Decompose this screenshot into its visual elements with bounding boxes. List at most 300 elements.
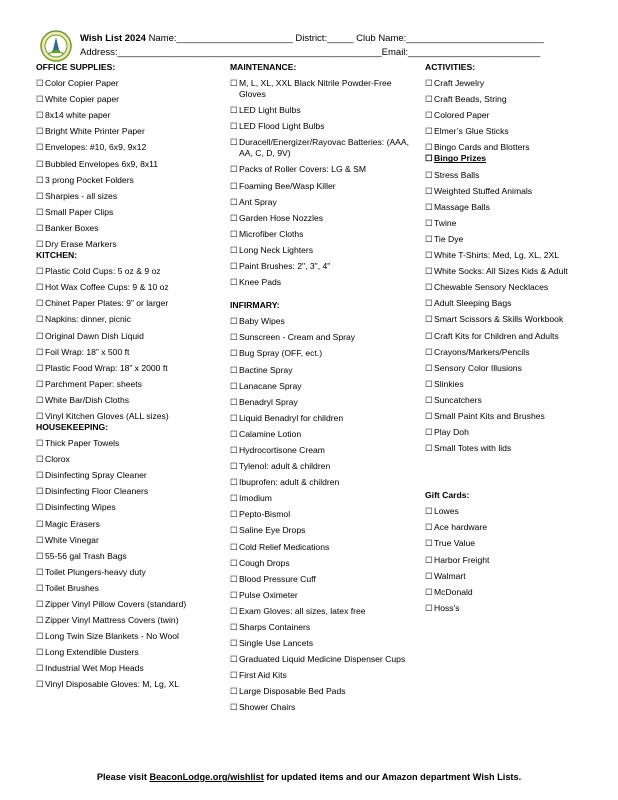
list-item-label: Original Dawn Dish Liquid [45, 330, 144, 341]
section-heading [425, 490, 605, 501]
list-item-label: Bright White Printer Paper [45, 126, 145, 137]
list-item-label: Small Paper Clips [45, 206, 114, 217]
list-item-label: Foil Wrap: 18” x 500 ft [45, 346, 130, 357]
list-item-label: Sunscreen - Cream and Spray [239, 332, 356, 343]
checkbox[interactable]: ☐ [36, 566, 44, 577]
checkbox[interactable]: ☐ [230, 622, 238, 632]
list-item-label: Hydrocortisone Cream [239, 444, 325, 455]
checkbox[interactable]: ☐ [36, 394, 44, 405]
checkbox[interactable]: ☐ [36, 663, 44, 674]
list-item-label: M, L, XL, XXL Black Nitrile Powder-Free Gloves [239, 78, 392, 100]
checkbox[interactable]: ☐ [230, 589, 238, 600]
column-1 [36, 62, 216, 690]
checkbox[interactable]: ☐ [36, 94, 44, 105]
checkbox[interactable]: ☐ [425, 394, 433, 405]
checkbox[interactable]: ☐ [36, 314, 44, 325]
list-item-label: Craft Beads, String [434, 94, 507, 105]
list-item [230, 121, 410, 132]
list-item [230, 245, 410, 256]
list-item [230, 105, 410, 116]
checkbox[interactable]: ☐ [425, 185, 433, 196]
checkbox[interactable]: ☐ [230, 212, 238, 223]
section-heading-label: KITCHEN: [36, 250, 78, 261]
list-item-label: McDonald [434, 586, 473, 597]
list-item-label: Single Use Lancets [239, 638, 314, 649]
checkbox[interactable]: ☐ [36, 470, 44, 481]
list-item [36, 519, 216, 530]
list-item [425, 218, 605, 229]
checkbox[interactable]: ☐ [36, 174, 44, 185]
header-line-1 [80, 33, 544, 44]
list-item [230, 261, 410, 272]
checkbox[interactable]: ☐ [230, 332, 238, 343]
checkbox[interactable]: ☐ [230, 509, 238, 520]
checkbox[interactable]: ☐ [230, 164, 238, 175]
list-item [230, 381, 410, 392]
list-item-label: Calamine Lotion [239, 428, 302, 439]
list-item-label: Twine [434, 217, 457, 228]
checkbox[interactable]: ☐ [425, 522, 433, 533]
checkbox[interactable]: ☐ [230, 525, 238, 536]
checkbox[interactable]: ☐ [230, 493, 238, 504]
list-item [36, 679, 216, 690]
list-item [230, 365, 410, 376]
list-item [36, 298, 216, 309]
section-heading-label: INFIRMARY: [230, 300, 280, 311]
checkbox[interactable]: ☐ [36, 110, 44, 121]
checkbox[interactable]: ☐ [230, 121, 238, 132]
checkbox[interactable]: ☐ [425, 443, 433, 454]
checkbox[interactable]: ☐ [36, 126, 44, 137]
section-heading-label: HOUSEKEEPING: [36, 421, 109, 432]
list-item [230, 164, 410, 175]
list-item [36, 631, 216, 642]
list-item [230, 477, 410, 488]
checkbox[interactable]: ☐ [425, 506, 433, 517]
list-item-label: Microfiber Cloths [239, 228, 304, 239]
list-item [230, 332, 410, 343]
list-item-label: White Vinegar [45, 534, 99, 545]
checkbox[interactable]: ☐ [230, 461, 238, 472]
checkbox[interactable]: ☐ [36, 190, 44, 201]
list-item [230, 686, 410, 697]
checkbox[interactable]: ☐ [425, 126, 433, 137]
list-item [230, 78, 410, 100]
checkbox[interactable]: ☐ [36, 518, 44, 529]
list-item-label: Paint Brushes: 2", 3", 4" [239, 261, 331, 272]
checkbox[interactable]: ☐ [230, 670, 238, 681]
list-item [425, 443, 605, 454]
list-item [36, 535, 216, 546]
checkbox[interactable]: ☐ [36, 582, 44, 593]
beacon-lodge-logo [40, 30, 72, 62]
checkbox[interactable]: ☐ [36, 502, 44, 513]
list-item [230, 213, 410, 224]
wishlist-link[interactable]: BeaconLodge.org/wishlist [149, 772, 264, 782]
list-item [425, 506, 605, 517]
checkbox[interactable]: ☐ [425, 94, 433, 105]
list-item-label: Envelopes: #10, 6x9, 9x12 [45, 142, 147, 153]
list-item [230, 590, 410, 601]
checkbox[interactable]: ☐ [425, 78, 433, 89]
list-item-label: Long Neck Lighters [239, 244, 314, 255]
list-item [425, 186, 605, 197]
list-item [36, 470, 216, 481]
section-heading-label: OFFICE SUPPLIES: [36, 62, 116, 72]
list-item [230, 558, 410, 569]
list-item [230, 277, 410, 288]
list-item [36, 314, 216, 325]
list-item [230, 348, 410, 359]
checkbox[interactable]: ☐ [425, 110, 433, 121]
list-item-label: Parchment Paper: sheets [45, 378, 142, 389]
list-item [230, 445, 410, 456]
checkbox[interactable]: ☐ [230, 316, 238, 327]
list-item-label: Slinkies [434, 378, 464, 389]
list-item [36, 175, 216, 186]
list-item [230, 622, 410, 633]
list-item [36, 663, 216, 674]
section-heading [230, 62, 410, 73]
list-item-label: Large Disposable Bed Pads [239, 686, 346, 697]
list-item [230, 229, 410, 240]
checkbox[interactable]: ☐ [230, 573, 238, 584]
list-item-label: Toilet Plungers-heavy duty [45, 566, 146, 577]
list-item-label: Clorox [45, 454, 70, 465]
checkbox[interactable]: ☐ [230, 654, 238, 665]
list-item-label: Dry Erase Markers [45, 239, 117, 250]
list-item [425, 78, 605, 89]
list-item [230, 493, 410, 504]
list-item-label: Hoss's [434, 602, 460, 613]
checkbox[interactable]: ☐ [425, 314, 433, 325]
list-item-label: Magic Erasers [45, 518, 100, 529]
checkbox[interactable]: ☐ [230, 244, 238, 255]
checkbox[interactable]: ☐ [230, 180, 238, 191]
list-item-label: Disinfecting Spray Cleaner [45, 470, 147, 481]
checkbox[interactable]: ☐ [425, 554, 433, 565]
list-item-label: Garden Hose Nozzles [239, 212, 324, 223]
checkbox[interactable]: ☐ [230, 137, 238, 148]
list-item-label: Exam Gloves: all sizes, latex free [239, 605, 366, 616]
list-item [425, 282, 605, 293]
checkbox[interactable]: ☐ [425, 169, 433, 180]
checkbox[interactable]: ☐ [36, 378, 44, 389]
list-item [230, 525, 410, 536]
list-item-label: Blood Pressure Cuff [239, 573, 316, 584]
wish-list-title: Wish List 2024 [80, 33, 146, 44]
list-item-label: True Value [434, 538, 476, 549]
list-item-label: Bug Spray (OFF, ect.) [239, 348, 323, 359]
list-item [425, 571, 605, 582]
list-item-label: Graduated Liquid Medicine Dispenser Cups [239, 654, 406, 665]
list-item-label: Lowes [434, 506, 459, 517]
list-item-label: LED Flood Light Bulbs [239, 121, 325, 132]
list-item-label: White Bar/Dish Cloths [45, 394, 130, 405]
list-item-label: Stress Balls [434, 169, 480, 180]
list-item-label: White T-Shirts: Med, Lg, XL, 2XL [434, 250, 559, 261]
checkbox[interactable]: ☐ [425, 346, 433, 357]
list-item [425, 298, 605, 309]
checkbox[interactable]: ☐ [425, 266, 433, 277]
list-item-label: Crayons/Markers/Pencils [434, 346, 530, 357]
checkbox[interactable]: ☐ [36, 362, 44, 373]
list-item-label: Packs of Roller Covers: LG & SM [239, 164, 367, 175]
list-item-label: Banker Boxes [45, 222, 99, 233]
checkbox[interactable]: ☐ [36, 438, 44, 449]
checkbox[interactable]: ☐ [230, 557, 238, 568]
list-item-label: Tie Dye [434, 233, 464, 244]
list-item [230, 638, 410, 649]
checkbox[interactable]: ☐ [230, 428, 238, 439]
checkbox[interactable]: ☐ [36, 631, 44, 642]
footer [0, 772, 618, 782]
checkbox[interactable]: ☐ [425, 201, 433, 212]
list-item-label: Vinyl Kitchen Gloves (ALL sizes) [45, 410, 169, 421]
list-item-label: White Socks: All Sizes Kids & Adult [434, 266, 568, 277]
list-item-label: Baby Wipes [239, 316, 285, 327]
list-item-label: Harbor Freight [434, 554, 490, 565]
checkbox[interactable]: ☐ [425, 427, 433, 438]
list-item-label: Zipper Vinyl Pillow Covers (standard) [45, 599, 187, 609]
list-item-label: Long Extendible Dusters [45, 647, 139, 658]
checkbox[interactable]: ☐ [230, 702, 238, 713]
list-item-label: 3 prong Pocket Folders [45, 174, 134, 185]
checkbox[interactable]: ☐ [425, 378, 433, 389]
list-item-label: White Copier paper [45, 94, 120, 105]
section-heading-label: MAINTENANCE: [230, 62, 297, 72]
list-item-label: Ace hardware [434, 522, 488, 533]
checkbox[interactable]: ☐ [230, 396, 238, 407]
list-item-label: Ibuprofen: adult & children [239, 477, 340, 488]
checkbox[interactable]: ☐ [230, 477, 238, 488]
checkbox[interactable]: ☐ [425, 362, 433, 373]
list-item-label: Adult Sleeping Bags [434, 298, 512, 309]
list-item [425, 363, 605, 374]
list-item [230, 316, 410, 327]
list-item-label: Walmart [434, 570, 466, 581]
checkbox[interactable]: ☐ [425, 250, 433, 261]
list-item [425, 331, 605, 342]
list-item [36, 239, 216, 250]
list-item [425, 202, 605, 213]
checkbox[interactable]: ☐ [425, 586, 433, 597]
list-item [425, 126, 605, 137]
list-item [425, 555, 605, 566]
column-2 [230, 62, 410, 713]
list-item [36, 110, 216, 121]
list-item [230, 181, 410, 192]
list-item [230, 654, 410, 665]
list-item-label: Thick Paper Towels [45, 438, 120, 449]
checkbox[interactable]: ☐ [230, 364, 238, 375]
list-item-label: 8x14 white paper [45, 110, 111, 121]
checkbox[interactable]: ☐ [36, 647, 44, 658]
list-item-label: Industrial Wet Mop Heads [45, 663, 144, 674]
checkbox[interactable]: ☐ [425, 142, 433, 153]
list-item [36, 379, 216, 390]
checkbox[interactable]: ☐ [425, 330, 433, 341]
list-item [36, 395, 216, 406]
list-item-label: Napkins: dinner, picnic [45, 314, 131, 325]
list-item-label: Chewable Sensory Necklaces [434, 282, 549, 293]
checkbox[interactable]: ☐ [425, 217, 433, 228]
list-item [36, 363, 216, 374]
list-item [425, 538, 605, 549]
checkbox[interactable]: ☐ [230, 686, 238, 697]
list-item-label: Knee Pads [239, 277, 282, 288]
checkbox[interactable]: ☐ [230, 261, 238, 272]
checkbox[interactable]: ☐ [36, 266, 44, 277]
list-item-label: 55-56 gal Trash Bags [45, 550, 127, 561]
list-item [36, 282, 216, 293]
checkbox[interactable]: ☐ [36, 298, 44, 309]
section-heading [425, 62, 605, 73]
checkbox[interactable]: ☐ [36, 78, 44, 89]
checkbox[interactable]: ☐ [36, 486, 44, 497]
list-item-label: Bubbled Envelopes 6x9, 8x11 [45, 158, 159, 169]
list-item [36, 647, 216, 658]
list-item-label: Imodium [239, 493, 272, 504]
list-item [425, 314, 605, 325]
checkbox[interactable]: ☐ [230, 541, 238, 552]
checkbox[interactable]: ☐ [230, 196, 238, 207]
checkbox[interactable]: ☐ [36, 239, 44, 250]
checkbox[interactable]: ☐ [36, 222, 44, 233]
checkbox[interactable]: ☐ [425, 153, 433, 164]
checkbox[interactable]: ☐ [230, 78, 238, 89]
footer-pre: Please visit [96, 772, 150, 782]
list-item-label: Bactine Spray [239, 364, 293, 375]
checkbox[interactable]: ☐ [36, 599, 44, 609]
list-item [36, 599, 216, 610]
list-item [230, 137, 410, 159]
list-item [36, 486, 216, 497]
checkbox[interactable]: ☐ [230, 380, 238, 391]
list-item [36, 567, 216, 578]
checkbox[interactable]: ☐ [230, 638, 238, 649]
list-item-label: Plastic Food Wrap: 18” x 2000 ft [45, 362, 168, 373]
list-item [230, 606, 410, 617]
list-item [425, 411, 605, 422]
list-item-label: Play Doh [434, 427, 469, 438]
checkbox[interactable]: ☐ [425, 410, 433, 421]
section-heading [36, 250, 216, 261]
list-item [230, 509, 410, 520]
checkbox[interactable]: ☐ [36, 534, 44, 545]
list-item [425, 94, 605, 105]
list-item [36, 94, 216, 105]
checkbox[interactable]: ☐ [425, 538, 433, 549]
checkbox[interactable]: ☐ [36, 410, 44, 421]
list-item-label: Toilet Brushes [45, 582, 99, 593]
list-item-label: Long Twin Size Blankets - No Wool [45, 631, 179, 642]
list-item [36, 223, 216, 234]
checkbox[interactable]: ☐ [36, 550, 44, 561]
list-item-label: Sharpies - all sizes [45, 190, 118, 201]
checkbox[interactable]: ☐ [230, 412, 238, 423]
checkbox[interactable]: ☐ [230, 228, 238, 239]
list-item [36, 331, 216, 342]
checkbox[interactable]: ☐ [36, 346, 44, 357]
checkbox[interactable]: ☐ [36, 615, 44, 626]
list-item-label: Lanacane Spray [239, 380, 302, 391]
list-item-label: Massage Balls [434, 201, 490, 212]
list-item [230, 197, 410, 208]
list-item [36, 347, 216, 358]
checkbox[interactable]: ☐ [230, 277, 238, 288]
list-item [36, 502, 216, 513]
list-item [36, 142, 216, 153]
column-3 [425, 62, 605, 614]
list-item-label: Foaming Bee/Wasp Killer [239, 180, 336, 191]
list-item-label: Craft Kits for Children and Adults [434, 330, 559, 341]
checkbox[interactable]: ☐ [230, 444, 238, 455]
list-item-label: Sensory Color Illusions [434, 362, 522, 373]
checkbox[interactable]: ☐ [36, 282, 44, 293]
list-item [36, 411, 216, 422]
section-heading [36, 422, 216, 433]
list-item [425, 347, 605, 358]
list-item-label: Colored Paper [434, 110, 490, 121]
list-item [425, 522, 605, 533]
list-item [230, 413, 410, 424]
checkbox[interactable]: ☐ [425, 233, 433, 244]
list-item-label: Small Paint Kits and Brushes [434, 410, 545, 421]
list-item-label: Duracell/Energizer/Rayovac Batteries: (AAA, AA, C, D, 9V) [239, 137, 410, 159]
checkbox[interactable]: ☐ [230, 105, 238, 116]
list-item-label: Benadryl Spray [239, 396, 298, 407]
list-item-label: LED Light Bulbs [239, 105, 301, 116]
list-item-label: Cold Relief Medications [239, 541, 330, 552]
checkbox[interactable]: ☐ [36, 679, 44, 690]
checkbox[interactable]: ☐ [36, 206, 44, 217]
name-district-club-fields: Name:______________________ District:_____ Club Name:__________________________ [148, 33, 544, 44]
list-item [36, 159, 216, 170]
section-heading [36, 62, 216, 73]
list-item [425, 266, 605, 277]
checkbox[interactable]: ☐ [425, 570, 433, 581]
checkbox[interactable]: ☐ [36, 330, 44, 341]
list-item [230, 397, 410, 408]
list-item [36, 438, 216, 449]
list-item [36, 583, 216, 594]
list-item-label: Vinyl Disposable Gloves: M, Lg, XL [45, 679, 180, 690]
list-item [425, 379, 605, 390]
checkbox[interactable]: ☐ [425, 602, 433, 613]
list-item [36, 615, 216, 626]
list-item [230, 670, 410, 681]
list-item-label: Cough Drops [239, 557, 290, 568]
list-item-label: Sharps Containers [239, 622, 311, 632]
checkbox[interactable]: ☐ [36, 158, 44, 169]
list-item-label: Disinfecting Floor Cleaners [45, 486, 149, 497]
checkbox[interactable]: ☐ [230, 348, 238, 359]
list-item [425, 170, 605, 181]
checkbox[interactable]: ☐ [425, 282, 433, 293]
list-item [230, 702, 410, 713]
section-heading-label: ACTIVITIES: [425, 62, 476, 72]
list-item [425, 587, 605, 598]
list-item-label: Tylenol: adult & children [239, 461, 331, 472]
checkbox[interactable]: ☐ [36, 142, 44, 153]
checkbox[interactable]: ☐ [230, 605, 238, 616]
list-item [36, 78, 216, 89]
list-item [425, 234, 605, 245]
checkbox[interactable]: ☐ [425, 298, 433, 309]
checkbox[interactable]: ☐ [36, 454, 44, 465]
list-item-label: Pulse Oximeter [239, 589, 298, 600]
